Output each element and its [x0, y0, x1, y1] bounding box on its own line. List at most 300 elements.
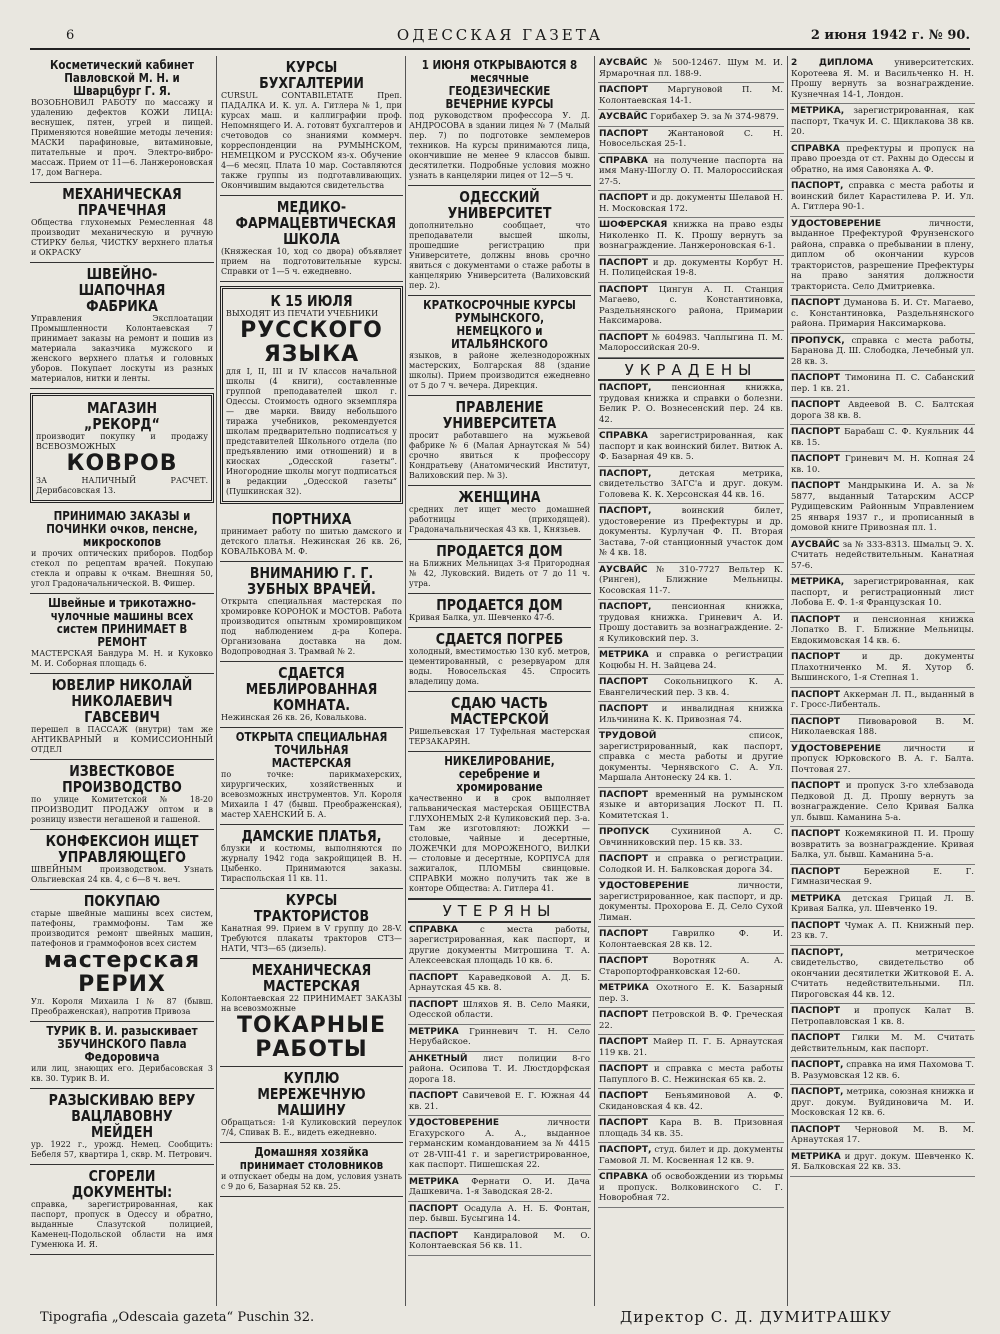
notice-text: зарегистрированная, как паспорт, Ткачук И. С. Щиклакова 38 кв. 20.	[791, 106, 974, 137]
notice-keyword: МЕТРИКА,	[791, 577, 845, 587]
ad-body: Общества глухонемых Ремесленная 48 производит механическую и ручную СТИРКУ белья, ЧИСТКУ верхнего платья и ОКРАСКУ	[31, 218, 213, 257]
notice-text: Савичевой Е. Г. Южная 44 кв. 21.	[409, 1091, 590, 1112]
notice-keyword: СПРАВКА	[791, 143, 840, 154]
notice-keyword: ПАСПОРТ,	[599, 602, 652, 612]
ad-body: качественно и в срок выполняет гальваническая мастерская ОБЩЕСТВА ГЛУХОНЕМЫХ 2-й Куликовский пер. 3-а. Там же изготовляют: ЛОЖКИ — столовые, чайные и десертные, ЛОЖЕЧКИ для МОРОЖЕНОГО, ВИЛКИ — столовые и десертные, КОРПУСА для зажигалок, ПЛОМБЫ свинцовые. СПРАВКИ можно получить так же в конторе Общества: А. Гитлера 41.	[409, 794, 590, 893]
notice-text: и друг. докум. Шевченко К. Я. Балковская 22 кв. 33.	[791, 1151, 974, 1172]
notice-keyword: ПАСПОРТ	[791, 1124, 841, 1135]
notice-text: и справка с места работы Папуплого В. С. Нежинская 65 кв. 2.	[599, 1064, 784, 1085]
ad-body: и отпускает обеды на дом, условия узнать с 9 до 6, Базарная 52 кв. 25.	[221, 1172, 402, 1191]
notice-item	[790, 296, 975, 334]
notice-keyword: ПАСПОРТ	[599, 956, 649, 966]
notice-item	[598, 600, 784, 648]
notice-text: личности Егахурского А. А., выданное германским командованием за № 4415 от 28-VIII-41 г. и зарегистрированное, как паспорт. Пишешская 22.	[409, 1118, 590, 1170]
ad-body: блузки и костюмы, выполняются по журналу 1942 года закройщицей В. Н. Цыбенко. Принимаются заказы. Тираспольская 11 кв. 11.	[221, 844, 402, 883]
notice-text: студ. билет и др. документы Гамовой Л. М. Косвенная 12 кв. 9.	[599, 1145, 783, 1166]
notice-text: воинский билет, удостоверение из Префектуры и др. документы. Курлучан Ф. П. Вторая Застава, 7-ой станционный участок дом № 4 кв. 18.	[599, 506, 783, 558]
ad-body: Кривая Балка, ул. Шевченко 47-б.	[409, 613, 555, 622]
notice-item	[408, 1202, 591, 1229]
notice-item	[408, 971, 591, 998]
advertisement	[220, 825, 403, 889]
notice-text: детская метрика, свидетельство ЗАГС'а и друг. докум. Головева К. К. Херсонская 44 кв. 16.	[599, 468, 783, 500]
notice-item	[598, 675, 784, 702]
advertisement	[30, 393, 214, 503]
notice-text: Осадула А. Н. Б. Фонтан, пер. бывш. Бусыгина 14.	[409, 1203, 591, 1224]
notice-keyword: ПРОПУСК	[599, 827, 650, 837]
notice-item	[790, 1150, 975, 1177]
notice-text: пенсионная книжка, трудовая книжка и справки о болезни. Белик Р. О. Вознесенский пер. 24 кв. 42.	[599, 383, 783, 425]
notice-keyword: СПРАВКА	[599, 431, 648, 441]
notice-item	[408, 1229, 591, 1256]
ad-body: и прочих оптических приборов. Подбор стекол по рецептам врачей. Покупаю стекла и оправы к очкам. Внешняя 50, угол Градоначальнической. В. Фишер.	[31, 549, 213, 588]
advertisement	[408, 540, 591, 594]
advertisement	[30, 594, 214, 674]
advertisement	[408, 296, 591, 396]
notice-keyword: ПАСПОРТ	[791, 298, 841, 308]
notice-text: Кара В. В. Призовная площадь 34 кв. 35.	[599, 1118, 784, 1139]
notice-text: № 310-7727 Вельтер К. (Ринген), Ближние Мельницы. Косовская 11-7.	[599, 564, 784, 596]
advertisement	[30, 1165, 214, 1255]
ad-body: по улице Комитетской № 18-20 ПРОИЗВОДИТ ПРОДАЖУ оптом и в розницу извести негашеной и гашеной.	[31, 795, 213, 824]
ad-title: НИКЕЛИРОВАНИЕ, серебрение и хромирование	[444, 754, 555, 794]
notice-keyword: МЕТРИКА	[791, 893, 841, 904]
notice-text: лист полиции 8-го района. Осипова Т. И. Люстдорфская дорога 18.	[409, 1053, 590, 1085]
ad-body: под руководством профессора У. Д. АНДРОСОВА в здании лицея № 7 (Малый пер. 7) по подготовке землемеров техников. На курсы принимаются лица, окончившие не менее 9 классов бывш. десятилетки. Подробные условия можно узнать в канцелярии лицея от 12—5 ч.	[409, 111, 590, 180]
notice-text: Майер П. Г. Б. Арнаутская 119 кв. 21.	[599, 1037, 783, 1058]
notice-text: Жантановой С. Н. Новосельская 25-1.	[599, 128, 783, 149]
ad-title: ОДЕССКИЙ УНИВЕРСИТЕТ	[447, 188, 552, 222]
notice-keyword: ПАСПОРТ	[409, 1203, 459, 1214]
notice-item	[598, 879, 784, 927]
ad-body: МАСТЕРСКАЯ Бандура М. Н. и Куковко М. И. Соборная площадь 6.	[31, 649, 213, 668]
notice-item	[790, 650, 975, 688]
notice-text: детская Грицай Л. В. Кривая Балка, ул. Шевченко 19.	[791, 893, 974, 914]
ad-title: ТУРИК В. И. разыскивает ЗБУЧИНСКОГО Павла Федоровича	[46, 1024, 198, 1064]
notice-text: Тимонина П. С. Сабанский пер. 1 кв. 21.	[791, 373, 974, 394]
notice-item	[598, 563, 784, 601]
notice-text: Барабаш С. Ф. Куяльник 44 кв. 15.	[791, 427, 975, 448]
notice-text: Цингун А. П. Станция Магаево, с. Константиновка, Раздельнянского района, Примарии Наксимарова.	[599, 284, 784, 326]
notice-text: пенсионная книжка, трудовая книжка. Гриневич А. И. Прошу доставить за вознаграждение. 2-я Куликовский пер. 3.	[599, 602, 783, 644]
notice-text: Горибахер Э. за № 374-9879.	[650, 112, 779, 122]
advertisement	[220, 1067, 403, 1143]
notice-keyword: АУСВАЙС	[791, 539, 840, 550]
ad-title: 1 ИЮНЯ ОТКРЫВАЮТСЯ 8 месячные ГЕОДЕЗИЧЕСКИЕ ВЕЧЕРНИЕ КУРСЫ	[421, 58, 578, 111]
ad-title: МЕДИКО-ФАРМАЦЕВТИЧЕСКАЯ ШКОЛА	[235, 198, 397, 248]
ad-title: ДАМСКИЕ ПЛАТЬЯ,	[241, 827, 382, 845]
ad-body: средних лет ищет место домашней работницы (приходящей). Градоначальническая 43 кв. 1, Князьев.	[409, 505, 590, 534]
notice-keyword: СПРАВКА	[599, 1172, 648, 1182]
notice-text: и др. документы Корбут Н. Н. Полицейская 19-8.	[599, 257, 783, 278]
ad-body: CURSUL CONTABILETATE Преп. ПАДАЛКА И. К. ул. А. Гитлера № 1, при курсах маш. и каллиграфии проф. Непомнящего И. А. готовят бухгалтеров и счетоводов со знаниями коммерч. корреспонденции на РУМЫНСКОМ, НЕМЕЦКОМ и РУССКОМ яз-х. Обучение 4—6 месяц. Плата 10 мар. Составляются также группы из подготавливающих. Окончившим выдаются свидетельства	[221, 91, 402, 190]
ad-title: СГОРЕЛИ ДОКУМЕНТЫ:	[71, 1167, 173, 1201]
notice-keyword: ПАСПОРТ	[599, 929, 649, 939]
notice-text: Шляхов Я. В. Село Маяки, Одесской области.	[409, 999, 590, 1020]
notice-text: префектуры и пропуск на право проезда от ст. Рахны до Одессы и обратно, на имя Савоняка А. Ф.	[791, 143, 975, 175]
notice-item	[790, 217, 975, 297]
advertisement	[30, 56, 214, 183]
notice-item	[408, 1116, 591, 1175]
notice-item	[598, 467, 784, 505]
notice-item	[598, 1062, 784, 1089]
notice-item	[790, 1085, 975, 1123]
advertisement	[408, 628, 591, 692]
notice-keyword: ПАСПОРТ	[791, 829, 841, 839]
ad-body: дополнительно сообщает, что преподаватели высшей школы, прошедшие регистрацию при Университете, должны вновь срочно явиться с документами о стаже работы в канцелярию Университета (Валиховский пер. 2).	[409, 221, 590, 290]
notice-item	[790, 613, 975, 651]
notice-keyword: АУСВАЙС	[599, 112, 648, 122]
column-2-ads	[220, 56, 403, 1306]
ad-body: перешел в ПАССАЖ (внутри) там же АНТИКВАРНЫЙ и КОМИССИОННЫЙ ОТДЕЛ	[31, 725, 213, 754]
notice-text: метрическое свидетельство, свидетельство об окончании десятилетки Житковой Е. А. Считать недействительными. Пл. Пироговская 44 кв. 12.	[791, 947, 974, 1000]
ad-body: или лиц, знающих его. Дерибасовская 3 кв. 30. Турик В. И.	[31, 1064, 213, 1083]
notice-text: об освобождении из тюрьмы и пропуск. Волковинского С. Г. Новоробная 72.	[599, 1172, 783, 1203]
notice-keyword: ПАСПОРТ	[599, 854, 649, 864]
notice-text: и пропуск 3-го хлебзавода Педковой Д. Д. Прошу вернуть за вознаграждение. Село Кривая Балка ул. бывш. Каманина 5-а.	[791, 781, 974, 823]
notice-item	[598, 1089, 784, 1116]
newspaper-title: ОДЕССКАЯ ГАЗЕТА	[396, 26, 604, 44]
lost-list-col4	[598, 56, 784, 358]
advertisement	[408, 752, 591, 899]
notice-text: № 604983. Чаплыгина П. М. Малороссийская 20-9.	[599, 332, 784, 353]
notice-keyword: УДОСТОВЕРЕНИЕ	[791, 743, 881, 754]
ad-body: Колонтаевская 22 ПРИНИМАЕТ ЗАКАЗЫ на всевозможные	[221, 994, 402, 1013]
notice-keyword: ПАСПОРТ	[409, 972, 459, 983]
notice-text: № 500-12467. Шум М. И. Ярмарочная пл. 188-9.	[599, 58, 783, 79]
notice-keyword: АУСВАЙС	[599, 58, 648, 68]
ad-title: КУПЛЮ МЕРЕЖЕЧНУЮ МАШИНУ	[257, 1069, 366, 1119]
notice-keyword: ПАСПОРТ	[599, 677, 649, 687]
advertisement	[408, 186, 591, 296]
notice-text: Чумак А. П. Книжный пер. 23 кв. 7.	[791, 920, 974, 941]
ad-title: ПРИНИМАЮ ЗАКАЗЫ и ПОЧИНКИ очков, пенсне, микроскопов	[46, 509, 198, 549]
notice-item	[598, 218, 784, 256]
notice-text: Черновой М. В. М. Арнаутская 17.	[791, 1124, 974, 1145]
notice-item	[790, 742, 975, 780]
lost-list-col5	[790, 56, 975, 334]
notice-keyword: ШОФЕРСКАЯ	[599, 220, 668, 230]
notice-item	[408, 1175, 591, 1202]
notice-keyword: ПАСПОРТ,	[599, 506, 652, 516]
notice-keyword: МЕТРИКА	[599, 650, 649, 660]
notice-item	[598, 927, 784, 954]
notice-keyword: ПАСПОРТ	[791, 781, 841, 791]
lost-list-col3	[408, 923, 591, 1256]
notice-text: личности, выданное Префектурой Фрунзенского района, справка о пребывании в плену, диплом об окончании курсов трактористов, разрешение Префектуры на право занятия должности тракториста. Село Дмитриевка.	[791, 218, 974, 292]
ad-title: РАЗЫСКИВАЮ ВЕРУ ВАЦЛАВОВНУ МЕЙДЕН	[48, 1091, 196, 1141]
notice-keyword: ПАСПОРТ	[791, 427, 841, 437]
advertisement	[220, 1143, 403, 1197]
advertisement	[30, 183, 214, 263]
ad-headline: ТОКАРНЫЕ РАБОТЫ	[236, 1013, 387, 1062]
advertisement	[30, 1089, 214, 1165]
notice-item	[408, 1052, 591, 1090]
notice-item	[598, 1143, 784, 1170]
notice-keyword: ПАСПОРТ	[599, 1091, 649, 1101]
notice-item	[790, 371, 975, 398]
notice-keyword: ПАСПОРТ	[791, 400, 841, 410]
notice-keyword: ПАСПОРТ	[791, 652, 841, 662]
notice-keyword: ПАСПОРТ	[791, 454, 841, 464]
notice-text: на получение паспорта на имя Ману-Шоглу О. П. Малороссийская 27-5.	[599, 155, 783, 187]
notice-item	[598, 504, 784, 563]
notice-text: университетских. Коротеева Я. М. и Васильченко Н. Н. Прошу вернуть за вознаграждение. Кузнечная 14-1, Лондон.	[791, 58, 974, 100]
notice-keyword: СПРАВКА	[409, 924, 458, 935]
notice-text: и пенсионная книжка Лопатко В. Г. Ближние Мельницы. Евдокимовская 14 кв. 6.	[791, 614, 974, 646]
column-5-notices	[790, 56, 975, 1306]
notice-text: и пропуск Калат В. Петропавловская 1 кв. 8.	[791, 1006, 975, 1027]
notice-keyword: ПАСПОРТ,	[599, 1145, 652, 1155]
ad-headline: КОВРОВ	[66, 451, 178, 476]
advertisement	[220, 728, 403, 825]
notice-keyword: ПАСПОРТ	[599, 193, 649, 203]
notice-item	[598, 429, 784, 467]
notice-keyword: ПАСПОРТ	[791, 1033, 841, 1043]
notice-keyword: ПАСПОРТ,	[599, 468, 652, 479]
ad-title: СДАЕТСЯ ПОГРЕБ	[435, 630, 564, 648]
ad-body: языков, в районе железнодорожных мастерских, Болгарская 88 (здание школы). Прием производится ежедневно от 5 до 7 ч. вечера. Дирекция.	[409, 351, 590, 390]
advertisement	[30, 760, 214, 830]
ad-title: ПРОДАЕТСЯ ДОМ	[436, 596, 563, 614]
notice-text: Пивоваровой В. М. Николаевская 188.	[791, 716, 974, 737]
ad-body: Нежинская 26 кв. 26, Ковалькова.	[221, 713, 367, 722]
notice-keyword: МЕТРИКА	[599, 983, 649, 993]
notice-keyword: ПАСПОРТ	[409, 1091, 459, 1101]
advertisement	[30, 263, 214, 389]
notice-text: и справка о регистрации Коцюбы Н. Н. Зайцева 24.	[599, 650, 783, 671]
notice-keyword: ПАСПОРТ,	[791, 1087, 844, 1097]
notice-item	[598, 331, 784, 358]
notice-item	[790, 1004, 975, 1031]
advertisement	[220, 889, 403, 959]
ad-footer-text: для I, II, III и IV классов начальной школы (4 книги), составленные группой преподавателей школ г. Одессы. Стоимость одного экземпляра — две марки. Ввиду небольшого тиража учебников, рекомендуется школам предварительно подписаться у представителей Школьного отдела (по предъявлению ими отношений) и в киосках „Одесской газеты“. Иногородние школы могут подписаться в редакции „Одесской газеты“ (Пушкинская 32).	[226, 367, 397, 496]
advertisement	[30, 674, 214, 760]
notice-item	[598, 381, 784, 429]
notice-keyword: ПАСПОРТ,	[791, 1060, 844, 1070]
notice-keyword: МЕТРИКА	[409, 1026, 459, 1037]
notice-item	[790, 715, 975, 742]
notice-item	[598, 1116, 784, 1143]
notice-keyword: ПАСПОРТ	[791, 689, 841, 700]
notice-text: временный на румынском языке и авторизация Лоскот П. П. Комитетская 1.	[599, 789, 783, 821]
notice-keyword: ПАСПОРТ	[409, 1230, 459, 1241]
notice-text: с места работы, зарегистрированная, как паспорт, и другие документы Митрошина Т. А. Алексеевская площадь 10 кв. 6.	[409, 924, 591, 966]
notice-item	[598, 1170, 784, 1208]
notice-item	[598, 83, 784, 110]
director-credit: Директор С. Д. ДУМИТРАШКУ	[620, 1308, 892, 1326]
notice-item	[598, 1035, 784, 1062]
ad-body: ВОЗОБНОВИЛ РАБОТУ по массажу и удалению дефектов КОЖИ ЛИЦА: веснушек, пятен, угрей и пищей. Применяются новейшие методы лечения: МАСКИ парафиновые, витаминовые, питательные и проч. Электро-вибро-массаж. Прием от 11—6. Ланжероновская 17, дом Вагнера.	[31, 98, 213, 177]
notice-item	[790, 538, 975, 576]
notice-keyword: ПАСПОРТ,	[791, 947, 844, 958]
notice-text: Гриневич М. Н. Копная 24 кв. 10.	[791, 454, 974, 475]
advertisement	[220, 286, 403, 504]
notice-keyword: ПАСПОРТ	[599, 85, 649, 95]
ad-title: Швейные и трикотажно-чулочные машины всех систем ПРИНИМАЕТ В РЕМОНТ	[48, 596, 196, 649]
notice-keyword: ПАСПОРТ	[791, 481, 841, 491]
notice-item	[598, 256, 784, 283]
stolen-list-col4	[598, 381, 784, 1208]
issue-date: 2 июня 1942 г. № 90.	[810, 28, 970, 43]
notice-item	[790, 575, 975, 613]
notice-text: Караведковой А. Д. Б. Арнаутская 45 кв. 8.	[409, 972, 590, 993]
notice-text: Кандираловой М. О. Колонтаевская 56 кв. 11.	[409, 1230, 590, 1251]
advertisement	[220, 508, 403, 562]
notice-text: Воротняк А. А. Старопортофранковская 12-60.	[599, 956, 783, 977]
column-rule	[405, 56, 406, 1306]
ad-headline: мастерская РЕРИХ	[43, 948, 201, 997]
notice-keyword: УДОСТОВЕРЕНИЕ	[599, 881, 689, 891]
notice-item	[790, 452, 975, 479]
ad-body: производит покупку и продажу ВСЕВОЗМОЖНЫХ	[36, 432, 208, 451]
ad-title: ПОРТНИХА	[271, 510, 352, 528]
notice-text: Сокольницкого К. А. Евангелический пер. 3 кв. 4.	[599, 677, 783, 698]
notice-item	[598, 1008, 784, 1035]
notice-keyword: УДОСТОВЕРЕНИЕ	[409, 1118, 499, 1128]
notice-item	[598, 110, 784, 127]
advertisement	[220, 662, 403, 728]
notice-item	[790, 919, 975, 946]
ad-body: Открыта специальная мастерская по хромировке КОРОНОК и МОСТОВ. Работа производится опытным хромировщиком под наблюдением д-ра Копера. Организована доставка на дом. Водопроводная 3. Трамвай № 2.	[221, 597, 402, 656]
notice-item	[790, 104, 975, 142]
advertisement	[408, 396, 591, 486]
notice-item	[790, 1031, 975, 1058]
ad-body: старые швейные машины всех систем, патефоны, граммофоны. Там же производится ремонт швейных машин, патефонов и граммофонов всех систем	[31, 909, 213, 948]
notice-keyword: МЕТРИКА	[791, 1151, 841, 1162]
column-rule	[216, 56, 217, 1306]
ad-body: (Княжеская 10, ход со двора) объявляет прием на подготовительные курсы. Справки от 1—5 ч. ежедневно.	[221, 247, 402, 276]
notice-item	[408, 923, 591, 971]
notice-keyword: ПАСПОРТ	[599, 1118, 649, 1128]
advertisement	[220, 959, 403, 1067]
notice-item	[790, 827, 975, 865]
page-header	[30, 22, 970, 50]
ad-body: ур. 1922 г., урожд. Немец. Сообщить: Бебеля 57, квартира 1, сквр. М. Петрович.	[31, 1140, 213, 1159]
ad-body: ВЫХОДЯТ ИЗ ПЕЧАТИ УЧЕБНИКИ	[226, 309, 379, 318]
notice-text: метрика, союзная книжка и друг. докум. Вуйдиновича М. И. Московская 12 кв. 6.	[791, 1087, 974, 1118]
notice-item	[598, 954, 784, 981]
ad-title: МЕХАНИЧЕСКАЯ МАСТЕРСКАЯ	[251, 961, 372, 995]
ad-body: просит работавшего на мужьевой фабрике № 6 (Малая Арнаутская № 54) срочно явиться к профессору Кондратьеву (Анатомический Институт, Валиховский пер. № 3).	[409, 431, 590, 480]
notice-text: книжка на право езды Николенко П. К. Прошу вернуть за вознаграждение. Ланжероновская 6-1.	[599, 220, 783, 251]
ad-title: ПОКУПАЮ	[83, 892, 161, 910]
ad-title: ПРАВЛЕНИЕ УНИВЕРСИТЕТА	[442, 398, 557, 432]
ad-headline: РУССКОГО ЯЗЫКА	[240, 318, 383, 367]
notice-keyword: ПАСПОРТ	[599, 128, 649, 139]
ad-body: на Ближних Мельницах 3-я Пригородная № 42, Луковский. Видеть от 7 до 11 ч. утра.	[409, 559, 590, 588]
column-4-notices	[598, 56, 784, 1306]
advertisement	[30, 830, 214, 890]
advertisement	[408, 692, 591, 752]
notice-keyword: ПАСПОРТ	[409, 999, 459, 1010]
notice-text: Бережной Е. Г. Гимназическая 9.	[791, 866, 975, 887]
notice-text: личности и пропуск Юрковского В. А. г. Балта. Почтовая 27.	[791, 743, 975, 775]
notice-item	[790, 398, 975, 425]
notice-text: зарегистрированная, как паспорт и как воинский билет. Витюк А. Ф. Базарная 49 кв. 5.	[599, 431, 783, 462]
notice-text: Авдеевой В. С. Балтская дорога 38 кв. 8.	[791, 400, 974, 421]
notice-keyword: ПАСПОРТ	[599, 789, 649, 800]
notice-keyword: ПАСПОРТ	[599, 284, 649, 295]
ad-body: холодный, вместимостью 130 куб. метров, цементированный, с резервуаром для воды. Новосельская 45. Спросить владелицу дома.	[409, 647, 590, 686]
column-rule	[787, 56, 788, 1306]
notice-item	[598, 981, 784, 1008]
ad-title: МАГАЗИН „РЕКОРД“	[84, 399, 160, 433]
notice-text: личности, зарегистрированное, как паспорт, и др. документы. Прохорова Е. Д. Село Сухой Лиман.	[599, 881, 783, 923]
advertisement	[220, 56, 403, 196]
notice-keyword: ПАСПОРТ	[791, 716, 841, 727]
ad-title: СДАЕТСЯ МЕБЛИРОВАННАЯ КОМНАТА.	[245, 664, 378, 714]
notice-item	[790, 688, 975, 715]
notice-text: Фернати О. И. Дача Дашкевича. 1-я Заводская 28-2.	[409, 1176, 591, 1197]
notice-text: и справка о регистрации. Солодкой И. Н. Балковская дорога 34.	[599, 854, 783, 875]
ad-title: МЕХАНИЧЕСКАЯ ПРАЧЕЧНАЯ	[62, 185, 182, 219]
notice-text: справка с места работы и воинский билет Карастилева Р. И. Ул. А. Гитлера 90-1.	[791, 181, 975, 212]
notice-text: Кожемякиной П. И. Прошу возвратить за вознаграждение. Кривая Балка, ул. бывш. Каманина 5-а.	[791, 829, 975, 860]
notice-keyword: ПАСПОРТ,	[791, 181, 844, 191]
notice-keyword: ПАСПОРТ	[599, 1037, 649, 1047]
notice-text: Гилки М. М. Считать действительным, как паспорт.	[791, 1033, 974, 1054]
notice-item	[790, 425, 975, 452]
notice-item	[790, 1123, 975, 1150]
notice-item	[790, 946, 975, 1005]
ad-title: КРАТКОСРОЧНЫЕ КУРСЫ РУМЫНСКОГО, НЕМЕЦКОГО и ИТАЛЬЯНСКОГО	[423, 298, 576, 351]
notice-item	[598, 56, 784, 83]
ad-title: К 15 ИЮЛЯ	[270, 292, 353, 310]
advertisement	[30, 1022, 214, 1089]
notice-text: Мандрыкина И. А. за № 5877, выданный Татарским АССР Рудищевским Районным Управлением 25 января 1937 г., и прописанный в домовой книге Привозная пл. 1.	[791, 481, 975, 533]
notice-text: Петровской В. Ф. Греческая 22.	[599, 1010, 783, 1031]
notice-text: и инвалидная книжка Ильчинина К. К. Привозная 74.	[599, 704, 783, 725]
notice-keyword: УДОСТОВЕРЕНИЕ	[791, 218, 881, 229]
notice-item	[598, 191, 784, 218]
notice-item	[790, 142, 975, 180]
notice-item	[598, 788, 784, 826]
notice-keyword: АНКЕТНЫЙ	[409, 1053, 468, 1064]
notice-item	[790, 334, 975, 372]
ad-body: принимает работу по шитью дамского и детского платья. Нежинская 26 кв. 26, КОВАЛЬКОВА М. Ф.	[221, 527, 402, 556]
notice-keyword: ПАСПОРТ	[791, 866, 841, 877]
notice-item	[790, 892, 975, 919]
stolen-heading: УКРАДЕНЫ	[598, 358, 784, 382]
notice-keyword: СПРАВКА	[599, 155, 648, 166]
notice-text: справка на имя Пахомова Т. В. Разумовская 12 кв. 6.	[791, 1060, 975, 1081]
ad-title: ИЗВЕСТКОВОЕ ПРОИЗВОДСТВО	[62, 762, 182, 796]
notice-text: Беньяминовой А. Ф. Скидановская 4 кв. 42.	[599, 1091, 783, 1112]
notice-item	[408, 1089, 591, 1116]
notice-text: и др. документы Шелавой Н. Н. Московская 172.	[599, 193, 783, 214]
notice-text: Думанова Б. И. Ст. Магаево, с. Константиновка, Раздельнянского района. Примария Наксимаркова.	[791, 298, 974, 329]
ad-title: ШВЕЙНО-ШАПОЧНАЯ ФАБРИКА	[78, 265, 166, 315]
notice-keyword: МЕТРИКА	[409, 1176, 459, 1187]
ad-title: ПРОДАЕТСЯ ДОМ	[436, 542, 563, 560]
ad-title: КОНФЕКСИОН ИЩЕТ УПРАВЛЯЮЩЕГО	[45, 832, 199, 866]
ad-title: ВНИМАНИЮ Г. Г. ЗУБНЫХ ВРАЧЕЙ.	[247, 564, 376, 598]
notice-item	[598, 648, 784, 675]
advertisement	[30, 507, 214, 594]
notice-keyword: ПАСПОРТ	[791, 1006, 841, 1016]
notice-item	[598, 127, 784, 154]
notice-item	[408, 998, 591, 1025]
notice-item	[790, 865, 975, 892]
notice-text: зарегистрированная, как паспорт, и регистрационный лист Лобова Е. Ф. 1-я Французская 10.	[791, 577, 974, 608]
advertisement	[408, 56, 591, 186]
notice-item	[598, 702, 784, 729]
notice-text: Охотного Е. К. Базарный пер. 3.	[599, 983, 783, 1004]
notice-text: Гаврилко Ф. И. Колонтаевская 28 кв. 12.	[599, 929, 784, 950]
ad-title: ОТКРЫТА СПЕЦИАЛЬНАЯ ТОЧИЛЬНАЯ МАСТЕРСКАЯ	[235, 730, 388, 770]
column-1-ads	[30, 56, 214, 1306]
notice-text: и др. документы Плахотниченко М. Я. Хутор б. Вышинского, 1-я Степная 1.	[791, 652, 974, 683]
